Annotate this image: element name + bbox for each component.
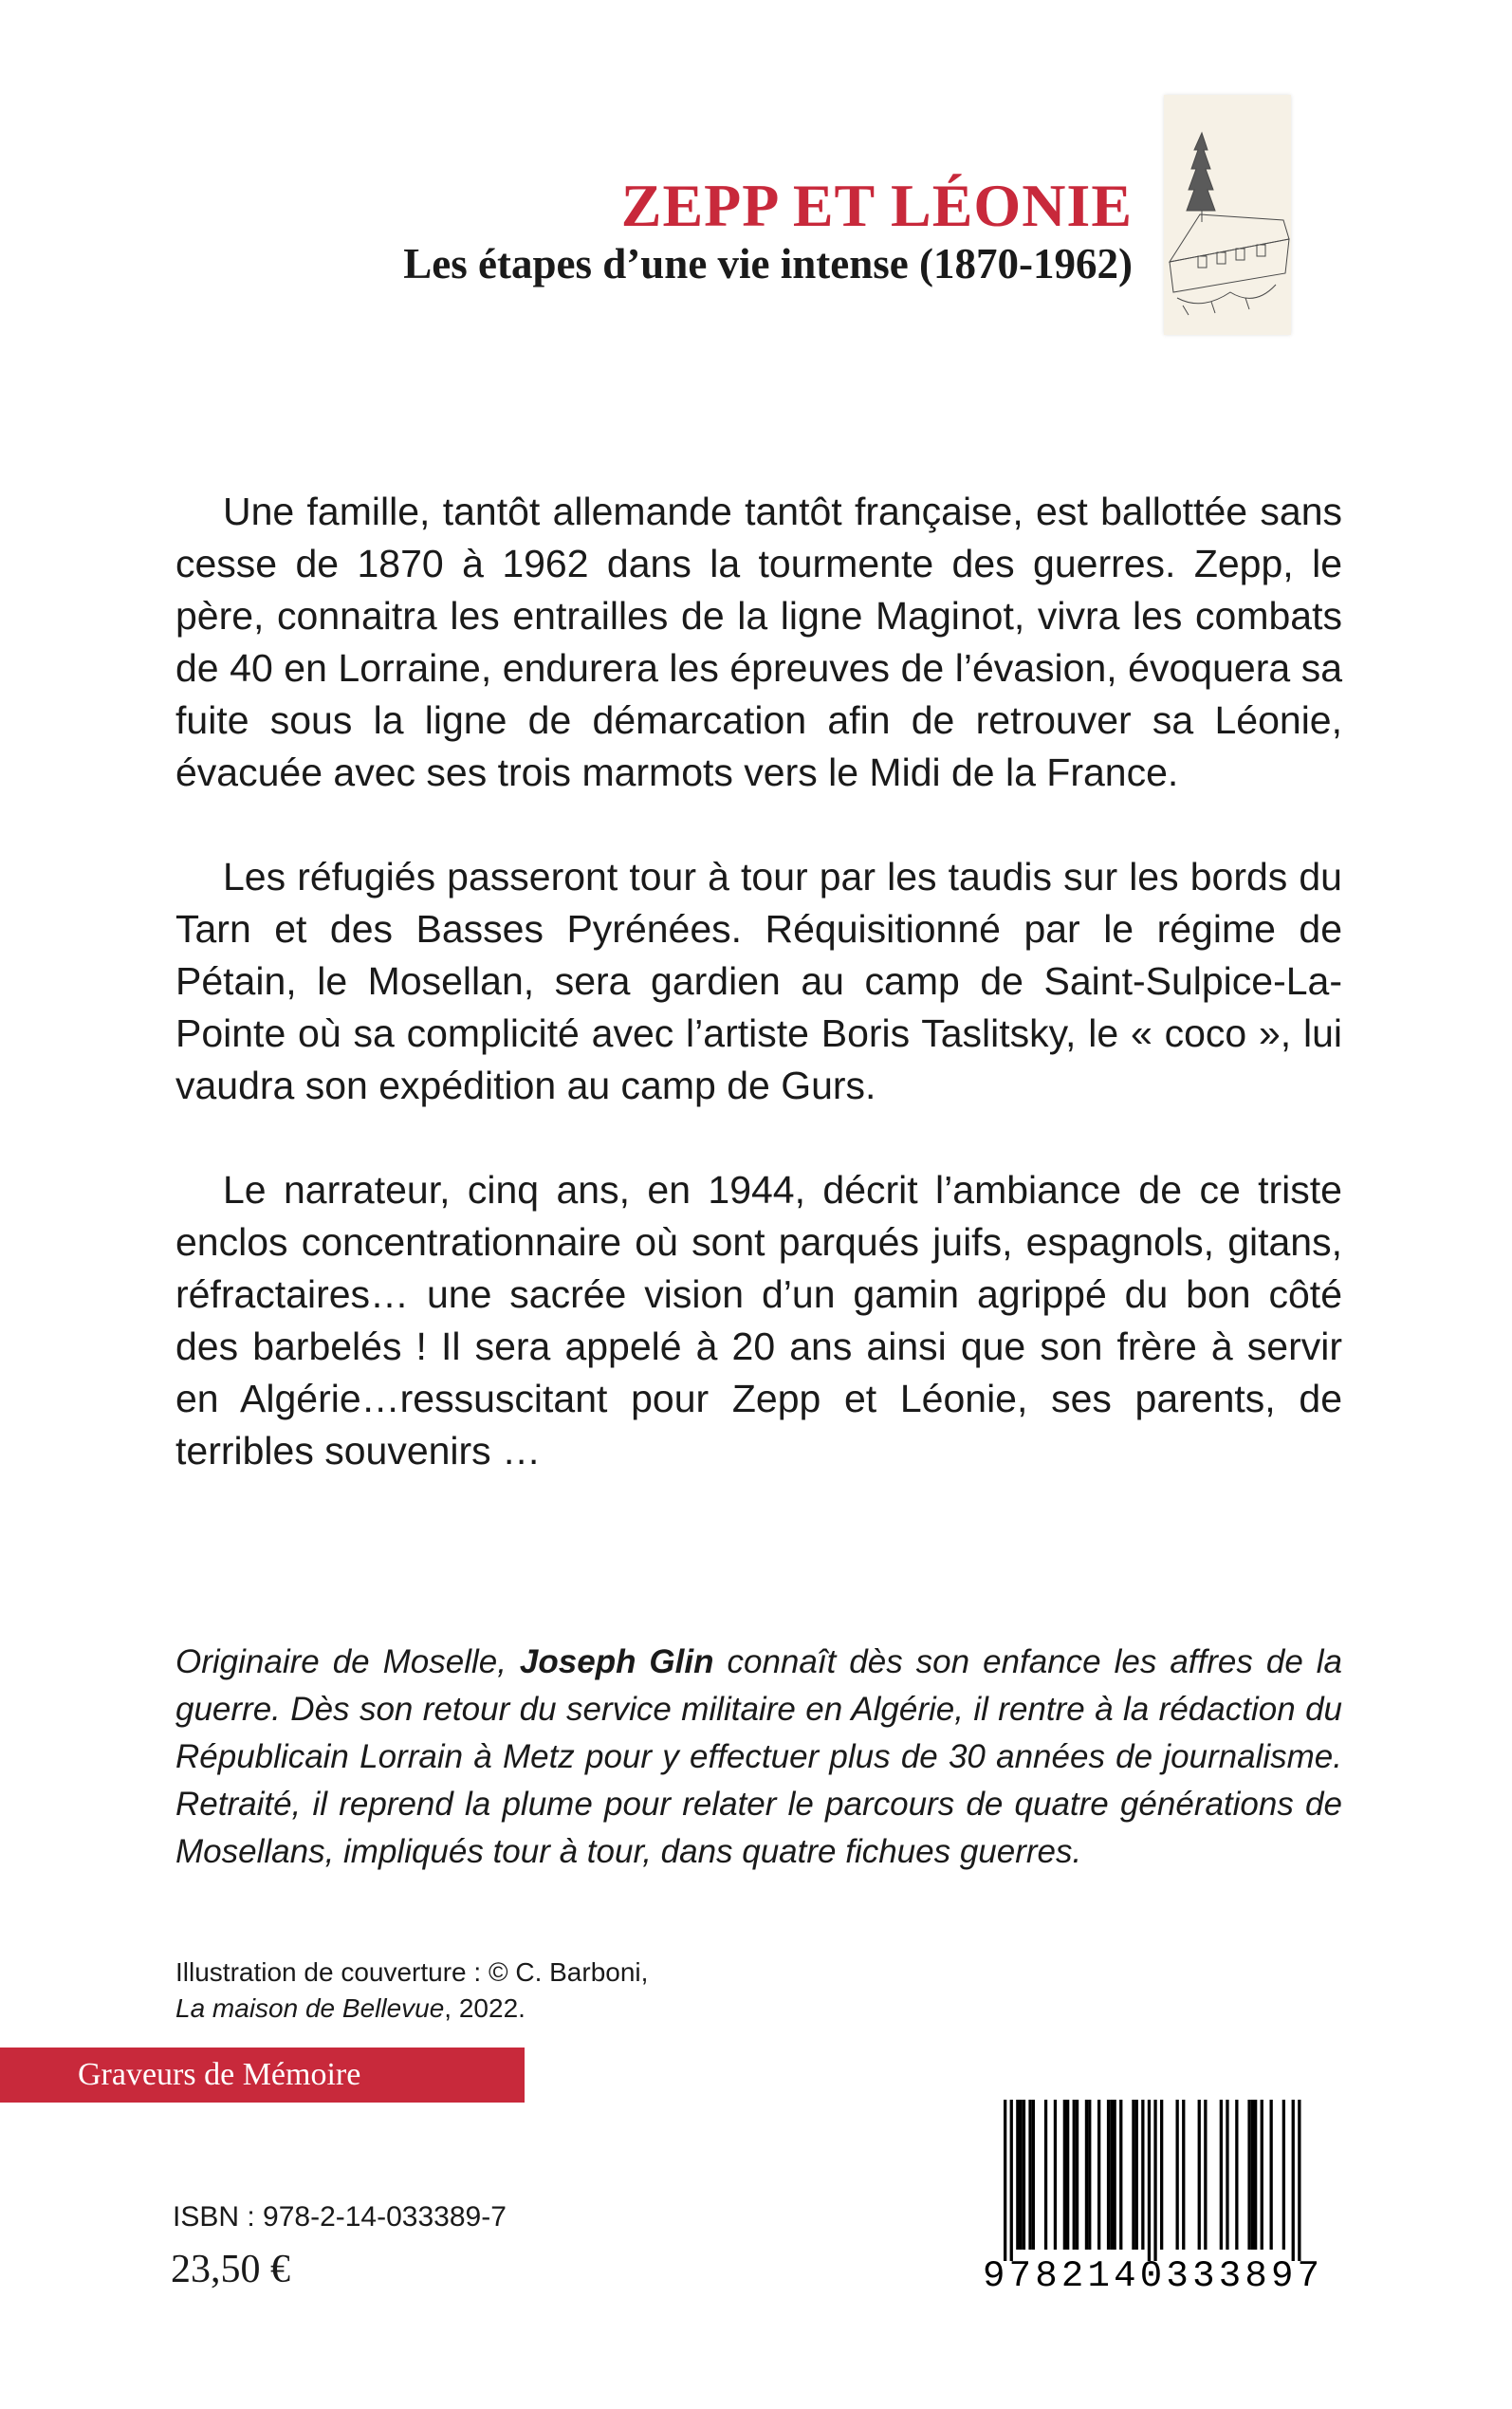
barcode-bar [1054, 2100, 1057, 2250]
series-label: Graveurs de Mémoire [78, 2057, 361, 2092]
barcode-bar [1182, 2100, 1185, 2250]
barcode-bar [1016, 2100, 1019, 2250]
author-bio-intro: Originaire de Moselle, [175, 1643, 520, 1680]
series-banner [0, 2048, 525, 2103]
cover-thumbnail [1164, 95, 1291, 335]
barcode-bar [1004, 2100, 1006, 2261]
barcode-bar [1028, 2100, 1031, 2250]
barcode-bar [1251, 2100, 1254, 2250]
barcode-bar [1032, 2100, 1035, 2250]
barcode-bar [1148, 2100, 1151, 2261]
barcode-bar [1220, 2100, 1223, 2250]
barcode-bar [1226, 2100, 1228, 2250]
barcode-graphic [975, 2100, 1326, 2299]
barcode-bar [1023, 2100, 1025, 2250]
barcode-bar [1261, 2100, 1263, 2250]
barcode-bar [1010, 2100, 1013, 2261]
summary-paragraph-1: Une famille, tantôt allemande tantôt française, est ballottée sans cesse de 1870 à 1962 dans la tourmente des guerres. Zepp, le père, connaitra les entrailles de la ligne Maginot, vivra les combats de 40 en Lorraine, endurera les épreuves de l’évasion, évoquera sa fuite sous la ligne de démarcation afin de retrouver sa Léonie, évacuée avec ses trois marmots vers le Midi de la France. [175, 490, 1342, 794]
author-bio-text: connaît dès son enfance les affres de la guerre. Dès son retour du service militaire en Algérie, il rentre à la rédaction du Républicain Lorrain à Metz pour y effectuer plus de 30 années de journalisme. Retraité, il reprend la plume pour relater le parcours de quatre générations de Mosellans, impliqués tour à tour, dans quatre fichues guerres. [175, 1643, 1343, 1870]
barcode-bar [1270, 2100, 1273, 2250]
barcode-bar [1088, 2100, 1091, 2250]
barcode-bar [1107, 2100, 1110, 2250]
barcode [975, 2100, 1326, 2299]
barcode-number: 9782140333897 [983, 2255, 1319, 2297]
summary-paragraph-3: Le narrateur, cinq ans, en 1944, décrit l’ambiance de ce triste enclos concentrationnaire où sont parqués juifs, espagnols, gitans, réfractaires… une sacrée vision d’un gamin agrippé du bon côté des barbelés ! Il sera appelé à 20 ans ainsi que son frère à servir en Algérie…ressuscitant pour Zepp et Léonie, ses parents, de terribles souvenirs … [175, 1168, 1342, 1473]
barcode-bar [1247, 2100, 1250, 2250]
author-name: Joseph Glin [519, 1643, 714, 1680]
barcode-bar [1110, 2100, 1113, 2250]
barcode-bar [1235, 2100, 1238, 2250]
illustration-credit-line1: Illustration de couverture : © C. Barboni, [175, 1957, 649, 1987]
illustration-year: , 2022. [444, 1993, 526, 2023]
illustration-credit-line2 [175, 1991, 648, 2027]
barcode-bar [1085, 2100, 1088, 2250]
house-sketch-illustration [1164, 95, 1291, 335]
barcode-bar [1254, 2100, 1257, 2250]
price: 23,50 € [171, 2248, 290, 2291]
barcode-bar [1132, 2100, 1134, 2250]
barcode-bar [1073, 2100, 1076, 2250]
illustration-work-title: La maison de Bellevue [175, 1993, 445, 2023]
barcode-bar [1141, 2100, 1144, 2250]
barcode-bar [1292, 2100, 1295, 2261]
book-title: ZEPP ET LÉONIE [620, 172, 1133, 239]
barcode-bar [1076, 2100, 1079, 2250]
barcode-bar [1204, 2100, 1207, 2250]
barcode-bar [1044, 2100, 1047, 2250]
barcode-bar [1114, 2100, 1116, 2250]
barcode-bar [1160, 2100, 1163, 2250]
illustration-credit [175, 1955, 648, 2027]
barcode-bar [1153, 2100, 1156, 2261]
barcode-bar [1119, 2100, 1122, 2250]
barcode-bar [1176, 2100, 1179, 2250]
summary-paragraph-2: Les réfugiés passeront tour à tour par les taudis sur les bords du Tarn et des Basses Pyrénées. Réquisitionné par le régime de Pétain, le Mosellan, sera gardien au camp de Saint-Sulpice-La-Pointe où sa complicité avec l’artiste Boris Taslitsky, le « coco », lui vaudra son expédition au camp de Gurs. [175, 855, 1342, 1107]
author-bio [175, 1639, 1342, 1876]
isbn: ISBN : 978-2-14-033389-7 [173, 2201, 507, 2233]
barcode-bar [1020, 2100, 1023, 2250]
barcode-bar [1282, 2100, 1285, 2250]
barcode-bar [1063, 2100, 1066, 2250]
barcode-bar [1066, 2100, 1069, 2250]
barcode-bar [1097, 2100, 1100, 2250]
barcode-bar [1298, 2100, 1300, 2261]
book-subtitle: Les étapes d’une vie intense (1870-1962) [403, 240, 1133, 287]
barcode-bar [1135, 2100, 1138, 2250]
barcode-bar [1198, 2100, 1201, 2250]
